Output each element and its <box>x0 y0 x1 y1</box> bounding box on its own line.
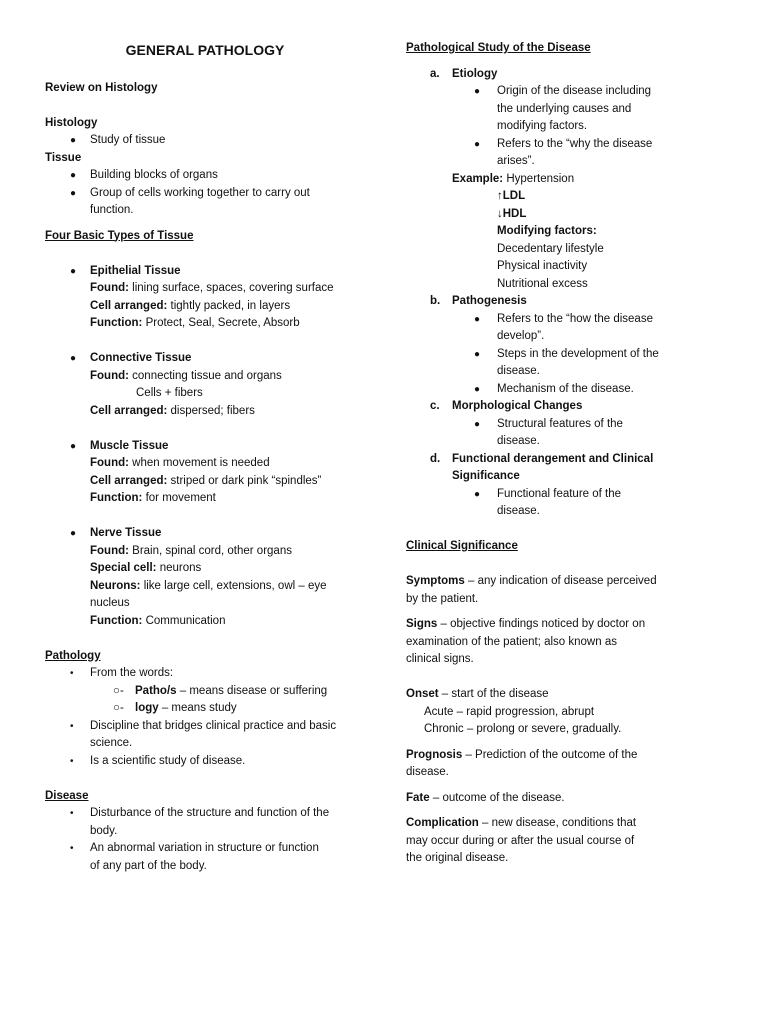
fate-def: Fate – outcome of the disease. <box>406 791 565 804</box>
muscle-item: ● Muscle Tissue <box>70 439 169 452</box>
list-item: ● Mechanism of the disease. <box>474 382 634 395</box>
sub-list-item: ○- logy – means study <box>113 702 237 714</box>
review-heading: Review on Histology <box>45 81 158 94</box>
left-column: GENERAL PATHOLOGY Review on Histology Histology ● Study of tissue Tissue ● Building blocks of organs ● Group of cells working together to carry out function. Four Basic Types of Tissue ● Epithelial Tissue Found: lining surface, spaces, covering surface Cell arranged: tightly packed, in layers Function: Protect, Seal, Secrete, Absorb ● Connective Tissue Found: connecting tissue and organs Cells + fibers Cell arranged: dispersed; fibers ● Muscle Tissue Found: when movement is needed Cell arranged: striped or dark pink “spindles” Function: for movement ● Nerve Tissue Found: Brain, spinal cord, other organs Special cell: neurons Neurons: like large cell, extensions, owl – eye nucleus Function: Communication Pathology • From the words: ○- Patho/s – means disease or suffering ○- logy – means study • Discipline that bridges clinical practice and basic science. • Is a scientific study of disease. Disease • Disturbance of the structure and function of the body. • An abnormal variation in structure or function of any part of the body. <box>45 40 365 875</box>
list-item: • From the words: <box>70 667 174 679</box>
connective-item: ● Connective Tissue <box>70 352 192 364</box>
signs-def: Signs – objective findings noticed by doctor on <box>406 618 646 630</box>
right-column: Pathological Study of the Disease a. Etiology ● Origin of the disease including the underlying causes and modifying factors. ● Refers to the “why the disease arises”. Example: Hypertension ↑LDL ↓HDL Modifying factors: Decedentary lifestyle Physical inactivity Nutritional excess b. Pathogenesis ● Refers to the “how the disease develop”. ● Steps in the development of the disease. ● Mechanism of the disease. c. Morphological Changes ● Structural features of the disease. d. Functional derangement and Clinical Significance ● Functional feature of the disease. Clinical Significance Symptoms – any indication of disease perceived by the patient. Signs – objective findings noticed by doctor on examination of the patient; also known as clinical signs. Onset – start of the disease Acute – rapid progression, abrupt Chronic – prolong or severe, gradually. Prognosis – Prediction of the outcome of the disease. Fate – outcome of the disease. Complication – new disease, conditions that may occur during or after the usual course of the original disease. <box>406 40 696 868</box>
list-item: ● Refers to the “why the disease <box>474 137 653 150</box>
list-item: ● Structural features of the <box>474 417 623 430</box>
list-item: • Disturbance of the structure and function of the <box>70 807 330 819</box>
functional-item: d. Functional derangement and Clinical <box>430 452 654 465</box>
sub-list-item: ○- Patho/s – means disease or suffering <box>113 684 328 697</box>
pathological-study-heading: Pathological Study of the Disease <box>406 42 591 54</box>
list-item-continuation: function. <box>90 204 134 216</box>
pathology-heading: Pathology <box>45 649 101 662</box>
example-line: Example: Hypertension <box>452 172 575 185</box>
prognosis-def: Prognosis – Prediction of the outcome of the <box>406 748 638 761</box>
onset-def: Onset – start of the disease <box>406 688 549 700</box>
symptoms-def: Symptoms – any indication of disease perceived <box>406 575 657 587</box>
page-title: GENERAL PATHOLOGY <box>125 42 285 58</box>
disease-heading: Disease <box>45 789 89 802</box>
complication-def: Complication – new disease, conditions that <box>406 817 637 829</box>
pathogenesis-item: b. Pathogenesis <box>430 295 527 307</box>
list-item: • Is a scientific study of disease. <box>70 754 246 767</box>
four-types-heading: Four Basic Types of Tissue <box>45 229 194 242</box>
list-item: ● Refers to the “how the disease <box>474 312 653 325</box>
list-item: • An abnormal variation in structure or function <box>70 842 319 854</box>
list-item: ● Study of tissue <box>70 134 166 146</box>
list-item: • Discipline that bridges clinical practice and basic <box>70 719 337 732</box>
clinical-significance-heading: Clinical Significance <box>406 540 518 552</box>
tissue-heading: Tissue <box>45 151 82 164</box>
list-item: ● Building blocks of organs <box>70 169 218 181</box>
list-item: ● Steps in the development of the <box>474 347 659 360</box>
list-item: ● Functional feature of the <box>474 487 622 500</box>
nerve-item: ● Nerve Tissue <box>70 527 162 539</box>
list-item: ● Origin of the disease including <box>474 85 652 97</box>
etiology-item: a. Etiology <box>430 67 498 80</box>
epithelial-item: ● Epithelial Tissue <box>70 264 181 277</box>
morphological-item: c. Morphological Changes <box>430 400 583 412</box>
list-item: ● Group of cells working together to carry out <box>70 186 310 199</box>
histology-heading: Histology <box>45 116 98 129</box>
